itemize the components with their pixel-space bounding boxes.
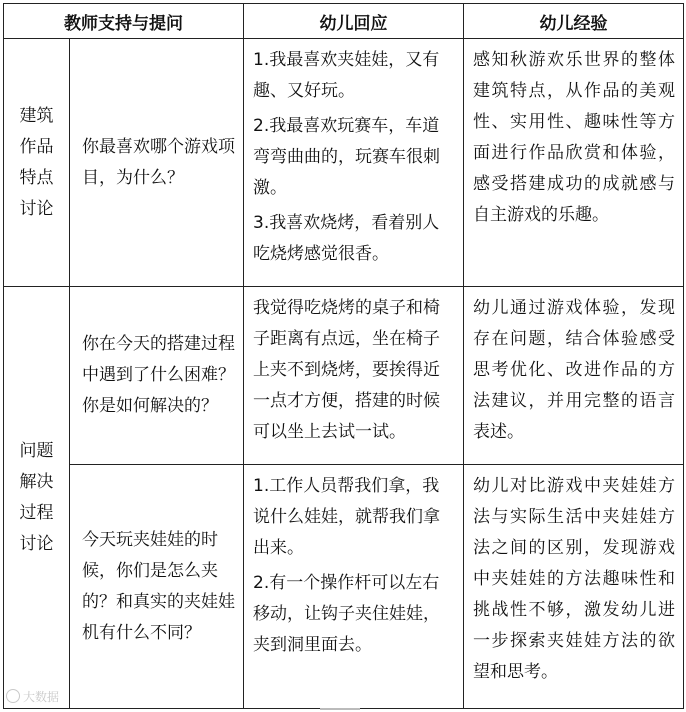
watermark-logo-icon [6,689,20,703]
discussion-table [3,3,684,709]
category-line: 建筑 [19,105,54,126]
category-line: 解决 [19,471,54,492]
category-line: 特点 [19,167,54,188]
response-item: 2.我最喜欢玩赛车，车道弯弯曲曲的，玩赛车很刺激。 [253,116,440,198]
experience-cell: 感知秋游欢乐世界的整体建筑特点，从作品的美观性、实用性、趣味性等方面进行作品欣赏和体验，感受搭建成功的成就感与自主游戏的乐趣。 [464,39,684,287]
experience-cell: 幼儿对比游戏中夹娃娃方法与实际生活中夹娃娃方法之间的区别，发现游戏中夹娃娃的方法趣味性和挑战性不够，激发幼儿进一步探索夹娃娃方法的欲望和思考。 [464,465,684,709]
header-row [4,4,684,39]
response-item: 3.我喜欢烧烤，看着别人吃烧烤感觉很香。 [253,213,440,264]
table-row [4,287,684,465]
header-child-experience: 幼儿经验 [464,4,684,39]
response-item: 我觉得吃烧烤的桌子和椅子距离有点远，坐在椅子上夹不到烧烤，要挨得近一点才方便，搭建的时候可以坐上去试一试。 [253,298,440,442]
watermark [6,688,59,705]
question-cell: 今天玩夹娃娃的时候，你们是怎么夹的？和真实的夹娃娃机有什么不同？ [70,465,244,709]
header-child-response: 幼儿回应 [244,4,464,39]
response-cell [244,287,464,465]
category-line: 作品 [19,136,54,157]
category-line: 讨论 [19,198,54,219]
category-line: 过程 [19,502,54,523]
category-cell [4,39,70,287]
response-item: 1.我最喜欢夹娃娃，又有趣、又好玩。 [253,50,440,101]
response-cell [244,39,464,287]
response-cell [244,465,464,709]
question-cell: 你在今天的搭建过程中遇到了什么困难？你是如何解决的？ [70,287,244,465]
header-teacher-support: 教师支持与提问 [4,4,244,39]
category-cell [4,287,70,709]
experience-cell: 幼儿通过游戏体验，发现存在问题，结合体验感受思考优化、改进作品的方法建议，并用完整的语言表述。 [464,287,684,465]
question-cell: 你最喜欢哪个游戏项目，为什么？ [70,39,244,287]
table-row [4,39,684,287]
response-item: 1.工作人员帮我们拿，我说什么娃娃，就帮我们拿出来。 [253,476,440,558]
category-line: 问题 [19,440,54,461]
watermark-text: 大数据 [23,690,60,704]
table-row [4,465,684,709]
category-line: 讨论 [19,533,54,554]
response-item: 2.有一个操作杆可以左右移动，让钩子夹住娃娃，夹到洞里面去。 [253,573,440,655]
page-edge-mark [320,708,360,710]
